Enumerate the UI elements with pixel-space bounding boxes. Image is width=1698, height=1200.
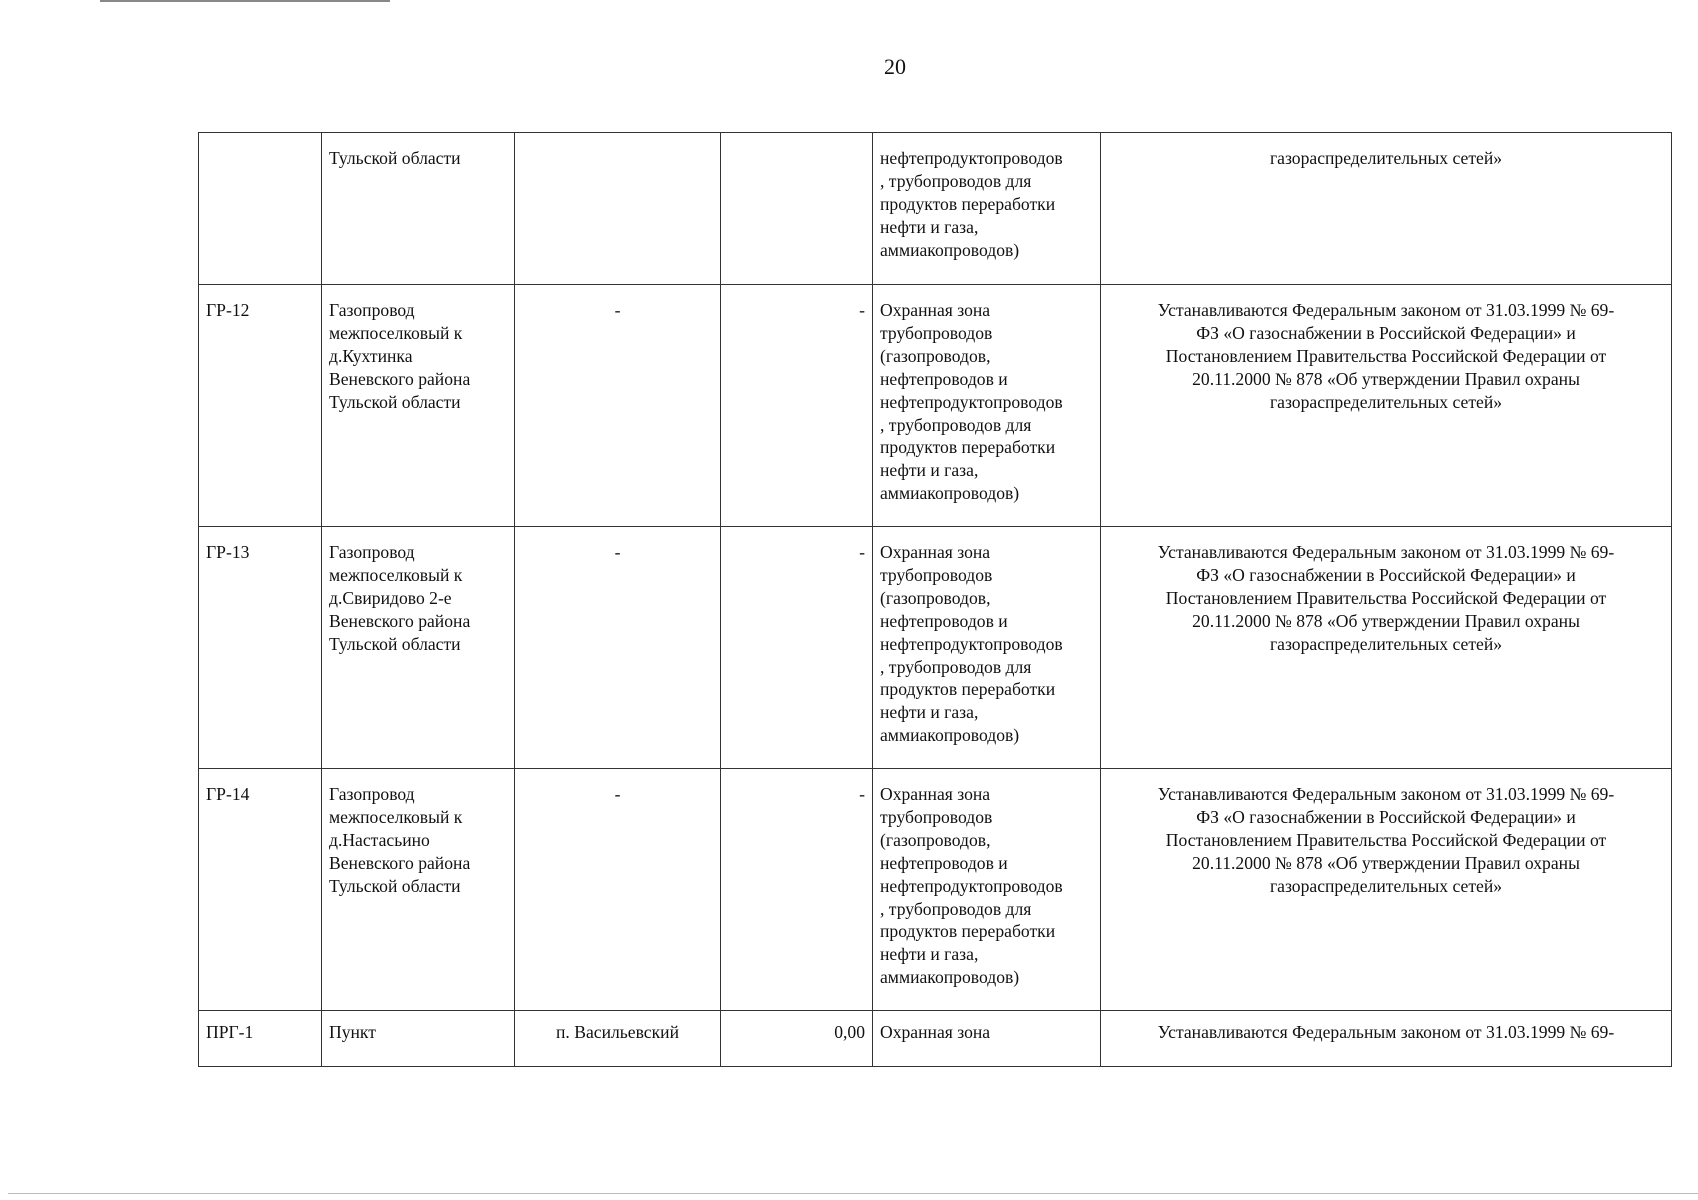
scan-top-line xyxy=(100,0,390,2)
value-cell: 0,00 xyxy=(721,1011,873,1067)
location-cell xyxy=(515,133,721,285)
zone-cell: Охранная зона трубопроводов (газопроводов, нефтепроводов и нефтепродуктопроводов , трубопроводов для продуктов переработки нефти и газа, аммиакопроводов) xyxy=(873,285,1101,527)
page-number: 20 xyxy=(884,54,906,79)
name-cell: Тульской области xyxy=(322,133,515,285)
name-cell: Газопровод межпоселковый к д.Настасьино Веневского района Тульской области xyxy=(322,769,515,1011)
name-cell: Пункт xyxy=(322,1011,515,1067)
value-cell: - xyxy=(721,285,873,527)
value-cell: - xyxy=(721,769,873,1011)
code-cell: ГР-12 xyxy=(199,285,322,527)
value-cell: - xyxy=(721,527,873,769)
law-cell: Устанавливаются Федеральным законом от 31.03.1999 № 69- ФЗ «О газоснабжении в Российской Федерации» и Постановлением Правительства Российской Федерации от 20.11.2000 № 878 «Об утверждении Правил охраны газораспределительных сетей» xyxy=(1101,769,1672,1011)
code-cell xyxy=(199,133,322,285)
table-row xyxy=(199,285,1672,527)
zone-cell: Охранная зона xyxy=(873,1011,1101,1067)
code-cell: ПРГ-1 xyxy=(199,1011,322,1067)
location-cell: п. Васильевский xyxy=(515,1011,721,1067)
location-cell: - xyxy=(515,527,721,769)
zone-cell: нефтепродуктопроводов , трубопроводов для продуктов переработки нефти и газа, аммиакопроводов) xyxy=(873,133,1101,285)
zone-cell: Охранная зона трубопроводов (газопроводов, нефтепроводов и нефтепродуктопроводов , трубопроводов для продуктов переработки нефти и газа, аммиакопроводов) xyxy=(873,769,1101,1011)
name-cell: Газопровод межпоселковый к д.Кухтинка Веневского района Тульской области xyxy=(322,285,515,527)
value-cell xyxy=(721,133,873,285)
name-cell: Газопровод межпоселковый к д.Свиридово 2-е Веневского района Тульской области xyxy=(322,527,515,769)
law-cell: Устанавливаются Федеральным законом от 31.03.1999 № 69- ФЗ «О газоснабжении в Российской Федерации» и Постановлением Правительства Российской Федерации от 20.11.2000 № 878 «Об утверждении Правил охраны газораспределительных сетей» xyxy=(1101,285,1672,527)
table-row xyxy=(199,769,1672,1011)
table-row xyxy=(199,1011,1672,1067)
zone-cell: Охранная зона трубопроводов (газопроводов, нефтепроводов и нефтепродуктопроводов , трубопроводов для продуктов переработки нефти и газа, аммиакопроводов) xyxy=(873,527,1101,769)
law-cell: Устанавливаются Федеральным законом от 31.03.1999 № 69- ФЗ «О газоснабжении в Российской Федерации» и Постановлением Правительства Российской Федерации от 20.11.2000 № 878 «Об утверждении Правил охраны газораспределительных сетей» xyxy=(1101,527,1672,769)
zones-table xyxy=(198,132,1672,1067)
table-row xyxy=(199,527,1672,769)
table-row xyxy=(199,133,1672,285)
location-cell: - xyxy=(515,769,721,1011)
code-cell: ГР-13 xyxy=(199,527,322,769)
location-cell: - xyxy=(515,285,721,527)
law-cell: Устанавливаются Федеральным законом от 31.03.1999 № 69- xyxy=(1101,1011,1672,1067)
code-cell: ГР-14 xyxy=(199,769,322,1011)
scan-bottom-line xyxy=(8,1193,1698,1194)
law-cell: газораспределительных сетей» xyxy=(1101,133,1672,285)
